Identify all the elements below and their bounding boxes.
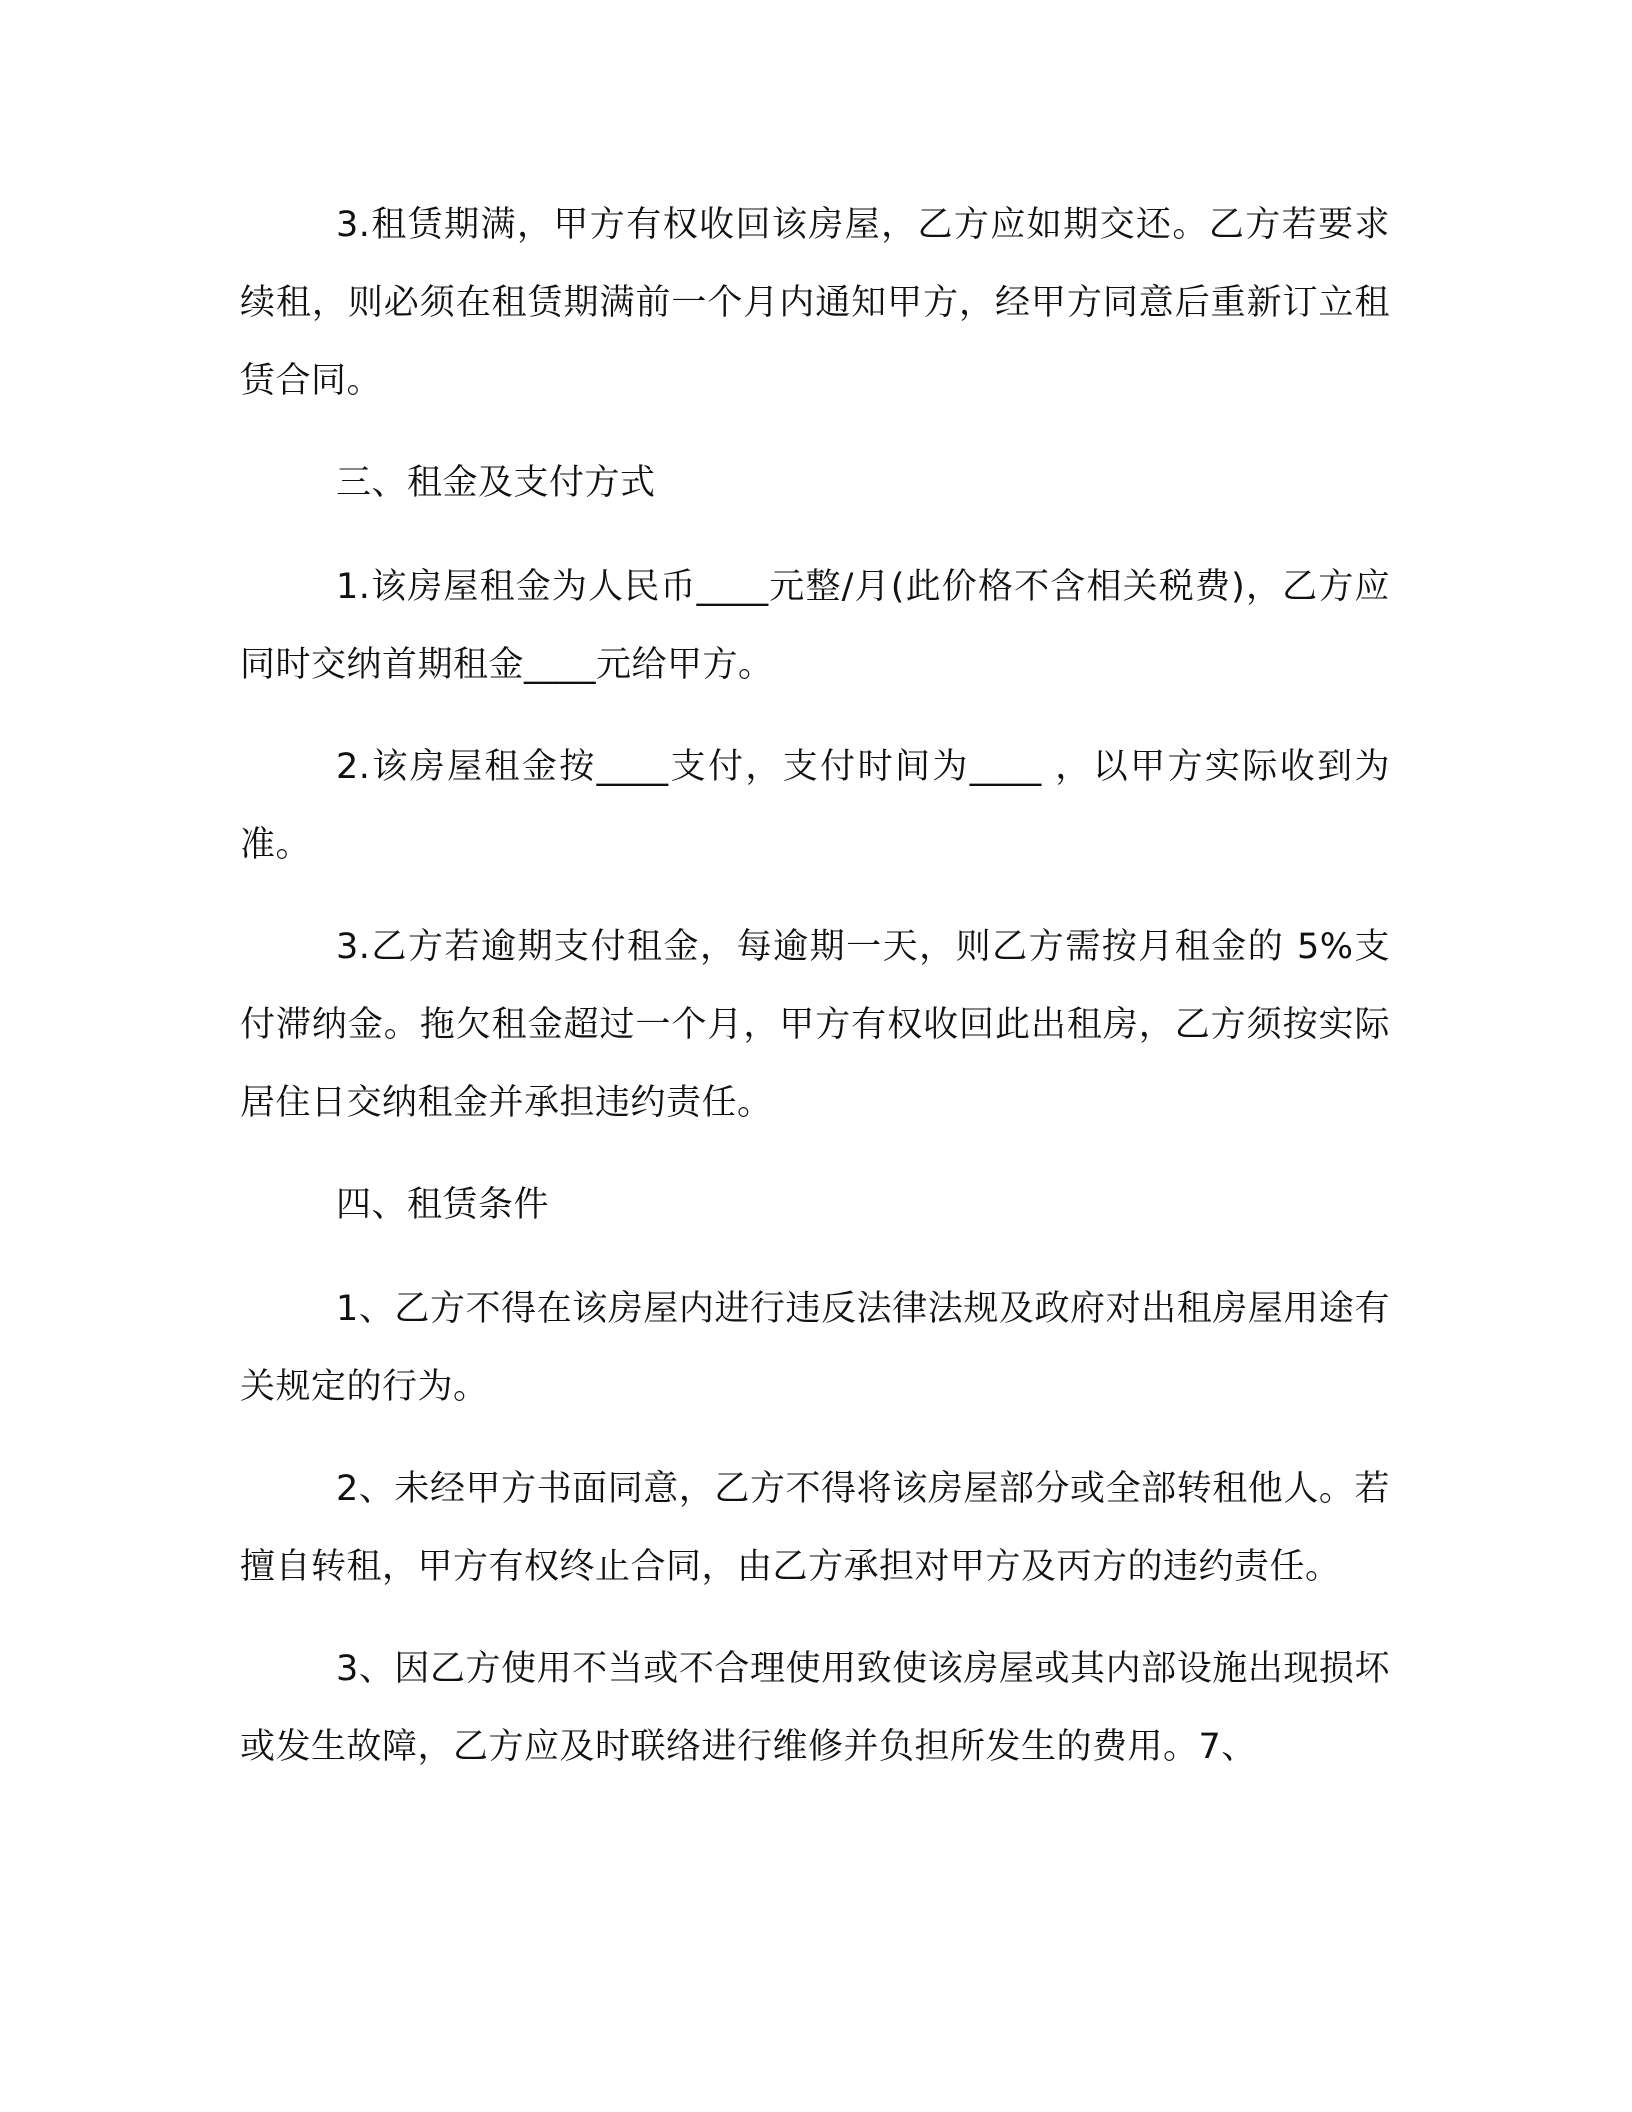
- paragraph-rent-amount: 1.该房屋租金为人民币____元整/月(此价格不含相关税费)，乙方应同时交纳首期租金____元给甲方。: [240, 567, 1390, 685]
- paragraph-condition-2: 2、未经甲方书面同意，乙方不得将该房屋部分或全部转租他人。若擅自转租，甲方有权终止合同，由乙方承担对甲方及丙方的违约责任。: [240, 1469, 1390, 1587]
- section-heading-rent-payment: 三、租金及支付方式: [336, 463, 656, 503]
- paragraph-lease-expiry: 3.租赁期满，甲方有权收回该房屋，乙方应如期交还。乙方若要求续租，则必须在租赁期满前一个月内通知甲方，经甲方同意后重新订立租赁合同。: [240, 205, 1390, 401]
- paragraph-late-payment: 3.乙方若逾期支付租金，每逾期一天，则乙方需按月租金的 5%支付滞纳金。拖欠租金超过一个月，甲方有权收回此出租房，乙方须按实际居住日交纳租金并承担违约责任。: [240, 927, 1390, 1123]
- paragraph-condition-3: 3、因乙方使用不当或不合理使用致使该房屋或其内部设施出现损坏或发生故障，乙方应及时联络进行维修并负担所发生的费用。7、: [240, 1649, 1390, 1767]
- document-body: [240, 186, 1390, 1810]
- paragraph-payment-schedule: 2.该房屋租金按____支付，支付时间为____ ，以甲方实际收到为准。: [240, 747, 1390, 865]
- section-heading-lease-conditions: 四、租赁条件: [336, 1185, 550, 1225]
- paragraph-condition-1: 1、乙方不得在该房屋内进行违反法律法规及政府对出租房屋用途有关规定的行为。: [240, 1289, 1390, 1407]
